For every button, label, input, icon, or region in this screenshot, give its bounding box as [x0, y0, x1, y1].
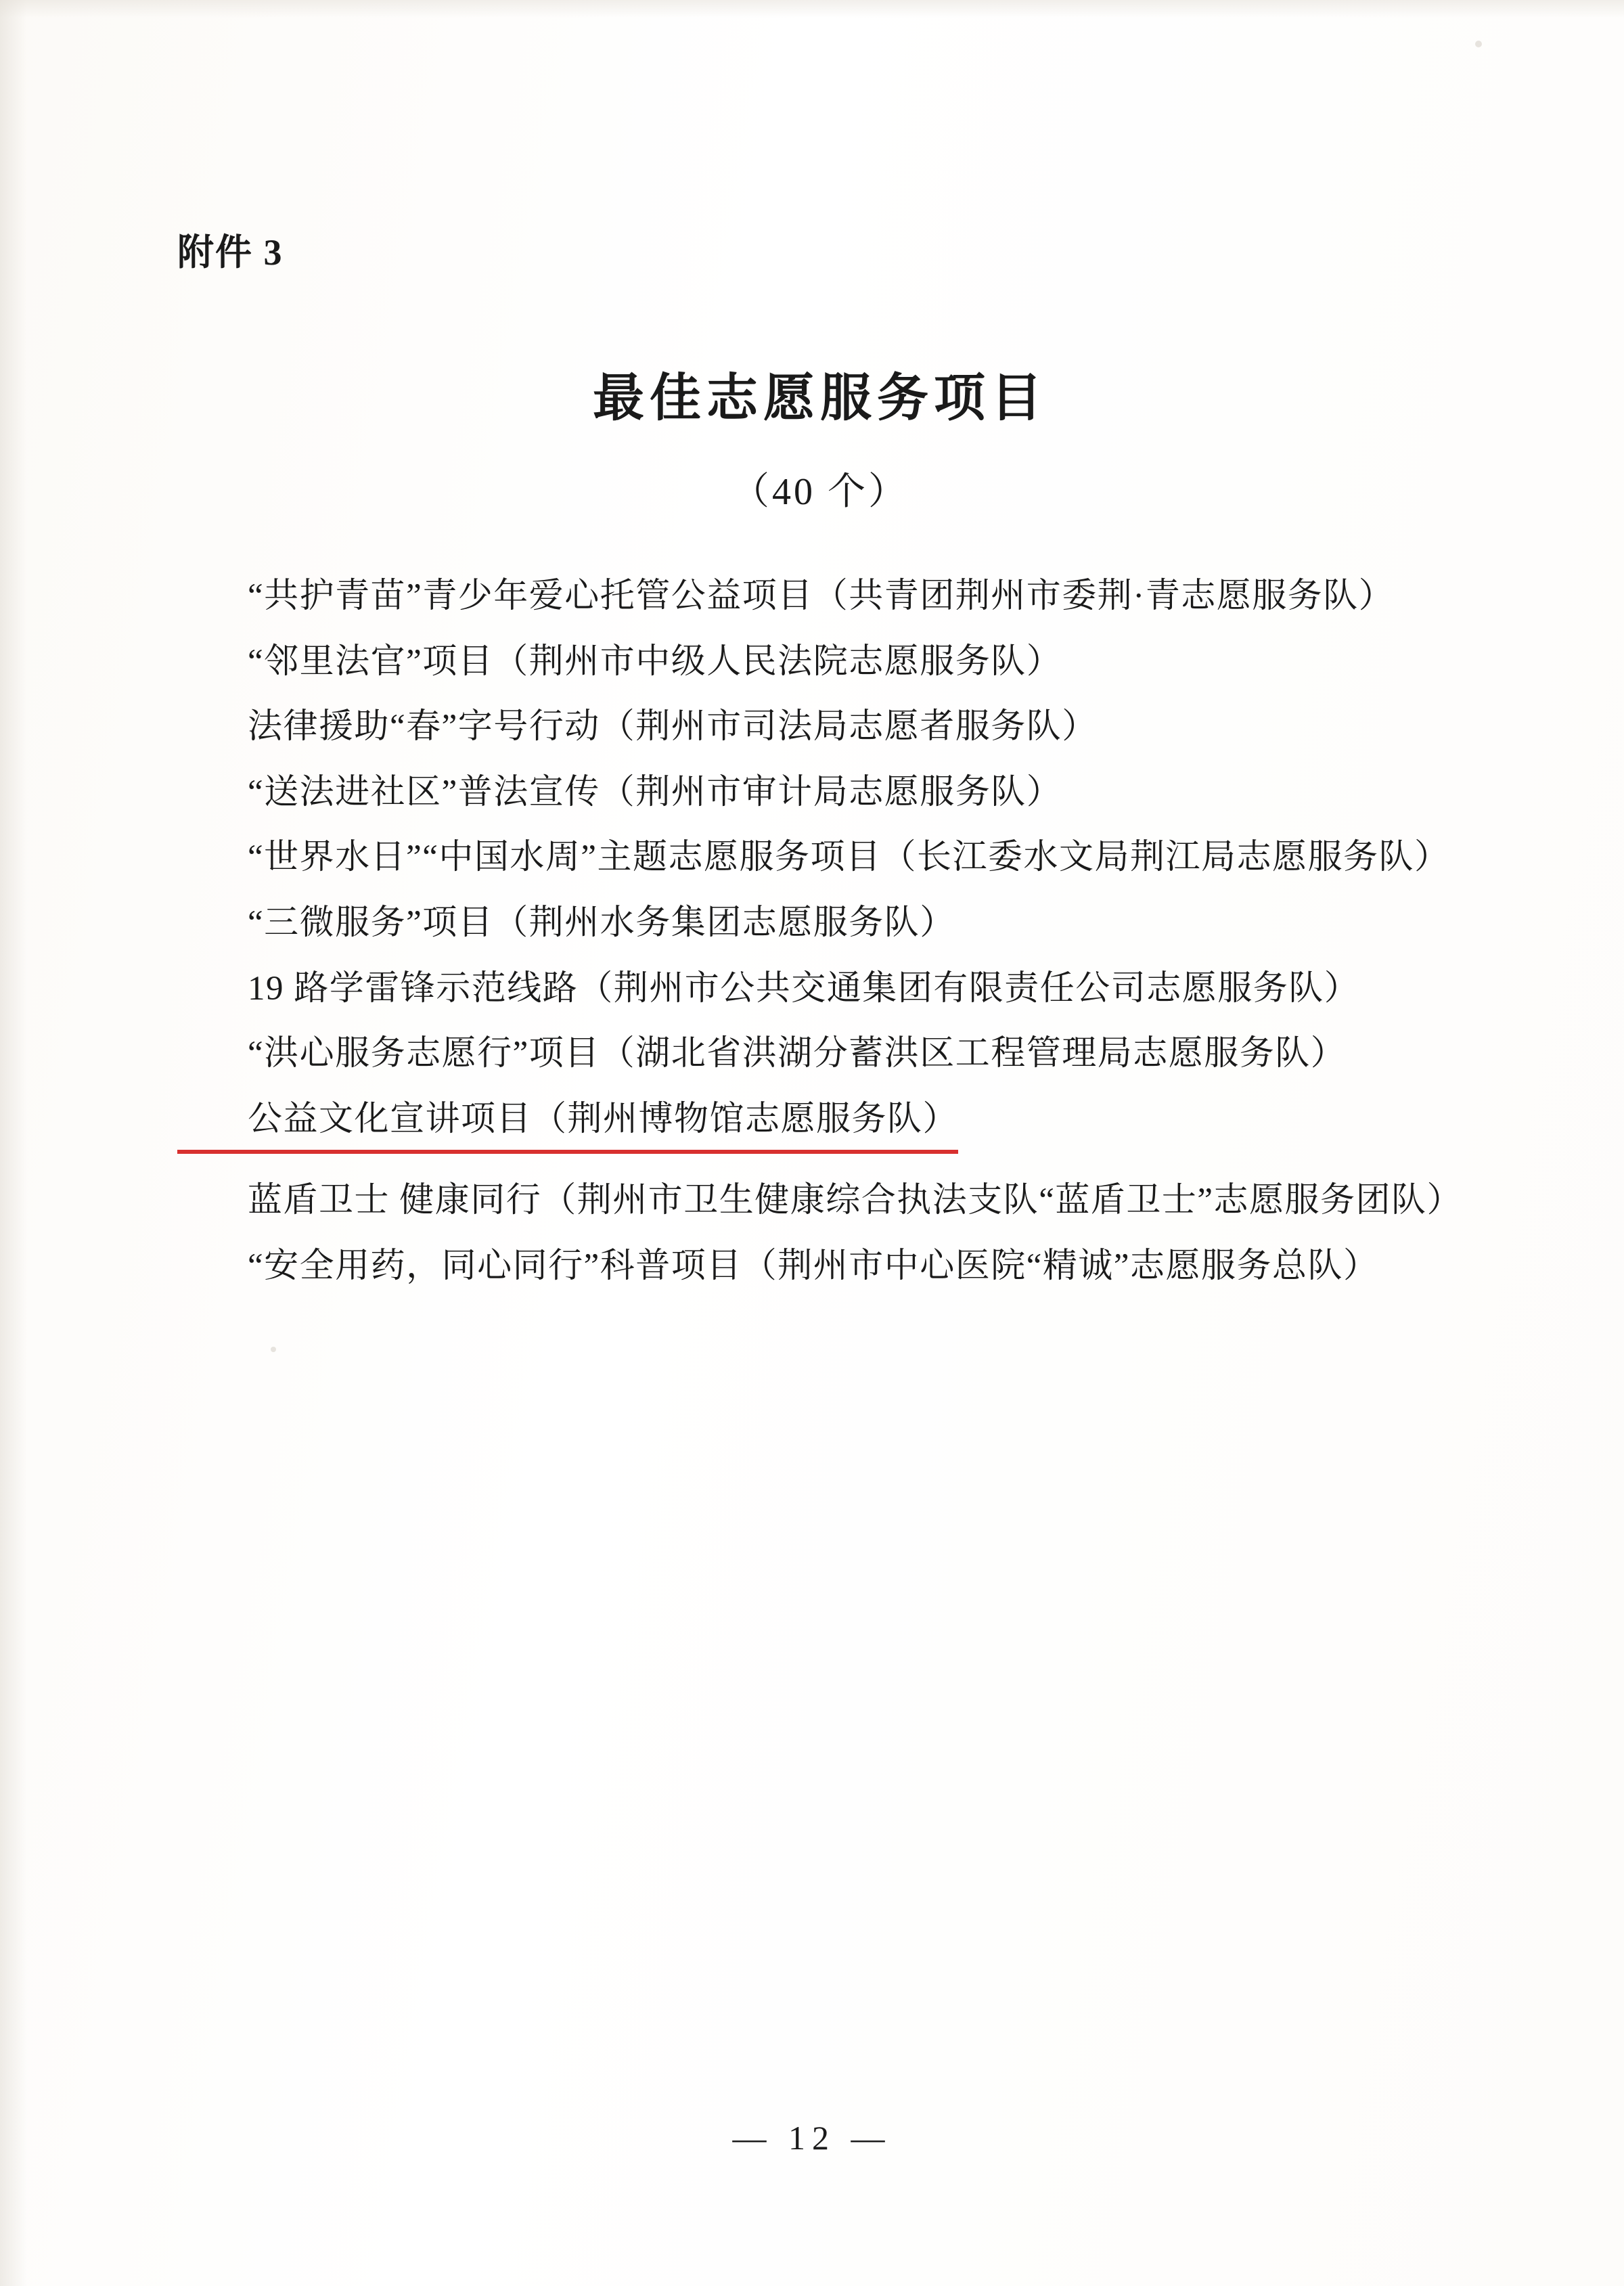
page-title: 最佳志愿服务项目 [593, 370, 1047, 427]
list-item: 蓝盾卫士 健康同行（荆州市卫生健康综合执法支队“蓝盾卫士”志愿服务团队） [248, 1182, 1463, 1220]
list-item: “共护青苗”青少年爱心托管公益项目（共青团荆州市委荆·青志愿服务队） [248, 577, 1395, 615]
list-item: “邻里法官”项目（荆州市中级人民法院志愿服务队） [248, 642, 1062, 681]
list-item: “洪心服务志愿行”项目（湖北省洪湖分蓄洪区工程管理局志愿服务队） [248, 1035, 1347, 1073]
paper-speck [1475, 41, 1482, 47]
document-body [177, 223, 1463, 1304]
list-item: “安全用药，同心同行”科普项目（荆州市中心医院“精诚”志愿服务总队） [248, 1247, 1379, 1286]
paper-speck [271, 1347, 276, 1352]
list-item: “三微服务”项目（荆州水务集团志愿服务队） [248, 904, 955, 943]
list-item: “送法进社区”普法宣传（荆州市审计局志愿服务队） [248, 773, 1062, 811]
list-item [177, 1092, 1463, 1164]
attachment-label: 附件 3 [177, 232, 284, 273]
page-subtitle: （40 个） [731, 471, 909, 513]
list-item: “世界水日”“中国水周”主题志愿服务项目（长江委水文局荆江局志愿服务队） [248, 838, 1450, 877]
list-item-highlighted: 公益文化宣讲项目（荆州博物馆志愿服务队） [177, 1092, 958, 1155]
list-item: 19 路学雷锋示范线路（荆州市公共交通集团有限责任公司志愿服务队） [248, 969, 1360, 1008]
list-item: 法律援助“春”字号行动（荆州市司法局志愿者服务队） [248, 708, 1098, 746]
page-number: — 12 — [732, 2119, 892, 2157]
project-list [177, 568, 1463, 1295]
